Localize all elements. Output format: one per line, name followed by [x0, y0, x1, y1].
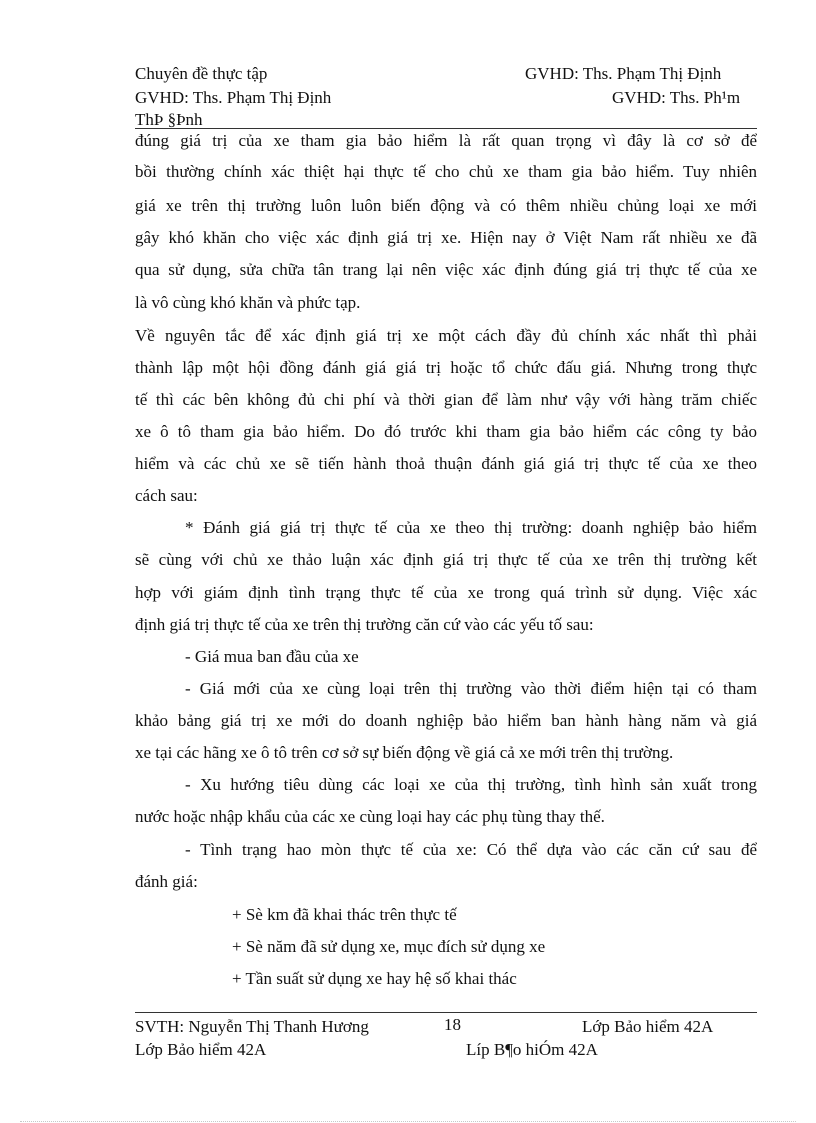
text-line: cách sau:: [135, 486, 198, 505]
page-edge-divider: [20, 1121, 796, 1122]
header-advisor-repeat: GVHD: Ths. Phạm Thị Định: [135, 88, 332, 107]
header-topic: Chuyên đề thực tập: [135, 64, 268, 83]
text-line: xe tại các hãng xe ô tô trên cơ sở sự biến động về giá cả xe mới trên thị trường.: [135, 743, 674, 762]
sub-list-item: + Tần suất sử dụng xe hay hệ số khai thác: [232, 969, 517, 988]
footer-class-garbled: Líp B¶o hiÓm 42A: [466, 1040, 598, 1059]
text-line: giá xe trên thị trường luôn luôn biến động và có thêm nhiều chủng loại xe mới: [135, 196, 757, 215]
text-line: hợp với giám định tình trạng thực tế của xe trong quá trình sử dụng. Việc xác: [135, 583, 757, 602]
sub-list-item: + Sè km đã khai thác trên thực tế: [232, 905, 457, 924]
text-line: đánh giá:: [135, 872, 198, 891]
text-line: xe ô tô tham gia bảo hiểm. Do đó trước khi tham gia bảo hiểm các công ty bảo: [135, 422, 757, 441]
header-rule: [135, 128, 757, 129]
text-line: định giá trị thực tế của xe trên thị trường căn cứ vào các yếu tố sau:: [135, 615, 594, 634]
list-item: - Giá mua ban đầu của xe: [185, 647, 359, 666]
text-line: hiểm và các chủ xe sẽ tiến hành thoả thuận đánh giá giá trị thực tế của xe theo: [135, 454, 757, 473]
text-line: Về nguyên tắc để xác định giá trị xe một cách đầy đủ chính xác nhất thì phải: [135, 326, 757, 345]
text-line: gây khó khăn cho việc xác định giá trị xe. Hiện nay ở Việt Nam rất nhiều xe đã: [135, 228, 757, 247]
text-line: bồi thường chính xác thiệt hại thực tế cho chủ xe tham gia bảo hiểm. Tuy nhiên: [135, 162, 757, 181]
sub-list-item: + Sè năm đã sử dụng xe, mục đích sử dụng xe: [232, 937, 546, 956]
text-line: đúng giá trị của xe tham gia bảo hiểm là rất quan trọng vì đây là cơ sở để: [135, 131, 757, 150]
header-advisor-garbled: GVHD: Ths. Ph¹m: [612, 88, 741, 107]
text-line: qua sử dụng, sửa chữa tân trang lại nên việc xác định đúng giá trị thực tế của xe: [135, 260, 757, 279]
text-line: khảo bảng giá trị xe mới do doanh nghiệp bảo hiểm ban hành hàng năm và giá: [135, 711, 757, 730]
page-number: 18: [444, 1015, 461, 1034]
list-item: - Tình trạng hao mòn thực tế của xe: Có thể dựa vào các căn cứ sau để: [185, 840, 757, 859]
footer-class: Lớp Bảo hiểm 42A: [582, 1017, 714, 1036]
list-item: - Giá mới của xe cùng loại trên thị trường vào thời điểm hiện tại có tham: [185, 679, 757, 698]
header-garbled-name: ThÞ §Þnh: [135, 110, 203, 129]
footer-student: SVTH: Nguyễn Thị Thanh Hương: [135, 1017, 369, 1036]
footer-class-repeat: Lớp Bảo hiểm 42A: [135, 1040, 267, 1059]
text-line: * Đánh giá giá trị thực tế của xe theo thị trường: doanh nghiệp bảo hiểm: [185, 518, 757, 537]
text-line: sẽ cùng với chủ xe thảo luận xác định giá trị thực tế của xe trên thị trường kết: [135, 550, 757, 569]
text-line: là vô cùng khó khăn và phức tạp.: [135, 293, 361, 312]
text-line: nước hoặc nhập khẩu của các xe cùng loại hay các phụ tùng thay thế.: [135, 807, 605, 826]
text-line: thành lập một hội đồng đánh giá giá trị hoặc tổ chức đấu giá. Nhưng trong thực: [135, 358, 757, 377]
text-line: tế thì các bên không đủ chi phí và thời gian để làm như vậy với hàng trăm chiếc: [135, 390, 757, 409]
footer-rule: [135, 1012, 757, 1013]
header-advisor: GVHD: Ths. Phạm Thị Định: [525, 64, 722, 83]
list-item: - Xu hướng tiêu dùng các loại xe của thị trường, tình hình sản xuất trong: [185, 775, 757, 794]
